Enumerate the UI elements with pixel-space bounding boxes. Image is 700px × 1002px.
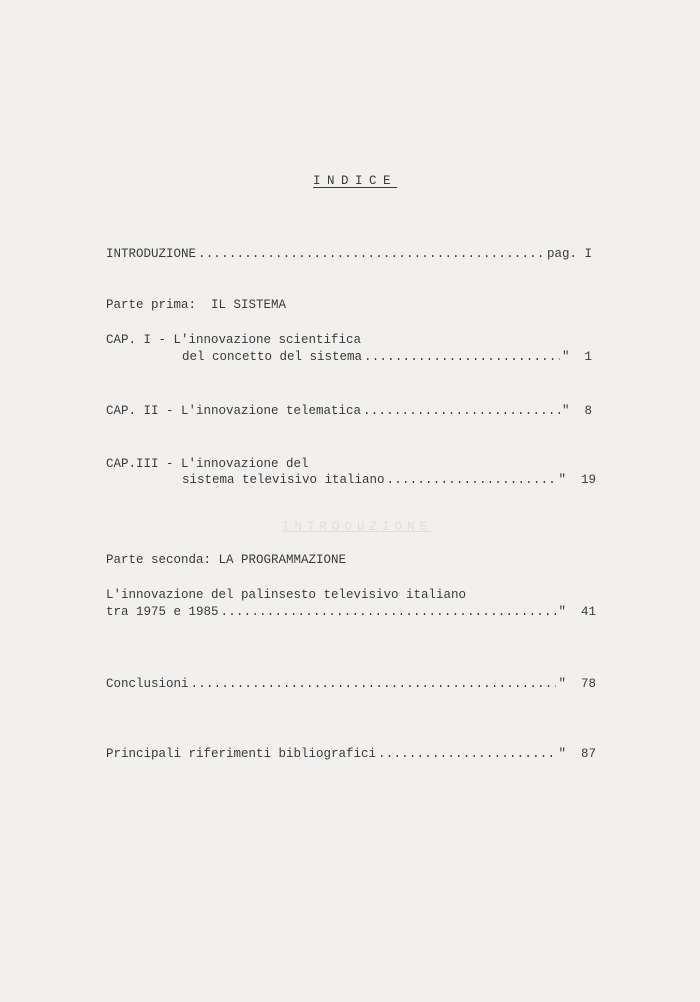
toc-entry-cap1-prefix: CAP. I - L'innovazione scientifica [106, 333, 362, 347]
dot-leader [191, 676, 557, 692]
toc-entry-conclusioni [106, 676, 596, 692]
dot-leader [378, 746, 556, 762]
page-title: INDICE [313, 174, 398, 188]
toc-entry-label: CAP. II - L'innovazione telematica [106, 404, 362, 418]
toc-entry-page: " 1 [561, 350, 592, 364]
toc-entry-label: INTRODUZIONE [106, 247, 197, 261]
toc-entry-page: " 41 [558, 605, 596, 619]
toc-entry-cap3 [182, 472, 596, 488]
dot-leader [221, 604, 557, 620]
toc-entry-page: pag. I [546, 247, 592, 261]
dot-leader [364, 349, 560, 365]
toc-entry-cap3-prefix: CAP.III - L'innovazione del [106, 457, 309, 471]
toc-entry-page: " 8 [561, 404, 592, 418]
toc-entry-label: Principali riferimenti bibliografici [106, 747, 377, 761]
toc-entry-page: " 19 [558, 473, 596, 487]
dot-leader [363, 403, 560, 419]
toc-entry-cap1 [182, 349, 592, 365]
dot-leader [387, 472, 557, 488]
toc-entry-palinsesto [106, 604, 596, 620]
toc-entry-label: del concetto del sistema [182, 350, 363, 364]
part-heading-1: Parte prima: IL SISTEMA [106, 298, 287, 312]
dot-leader [198, 246, 545, 262]
part-heading-2: Parte seconda: LA PROGRAMMAZIONE [106, 553, 347, 567]
toc-entry-label: sistema televisivo italiano [182, 473, 385, 487]
toc-entry-cap2 [106, 403, 592, 419]
toc-entry-bibliografia [106, 746, 596, 762]
toc-entry-palinsesto-prefix: L'innovazione del palinsesto televisivo italiano [106, 588, 467, 602]
toc-entry-label: Conclusioni [106, 677, 189, 691]
toc-entry-label: tra 1975 e 1985 [106, 605, 219, 619]
bleed-through-text: INTRODUZIONE [282, 520, 433, 534]
toc-entry-page: " 87 [558, 747, 596, 761]
toc-entry-intro [106, 246, 592, 262]
toc-entry-page: " 78 [558, 677, 596, 691]
